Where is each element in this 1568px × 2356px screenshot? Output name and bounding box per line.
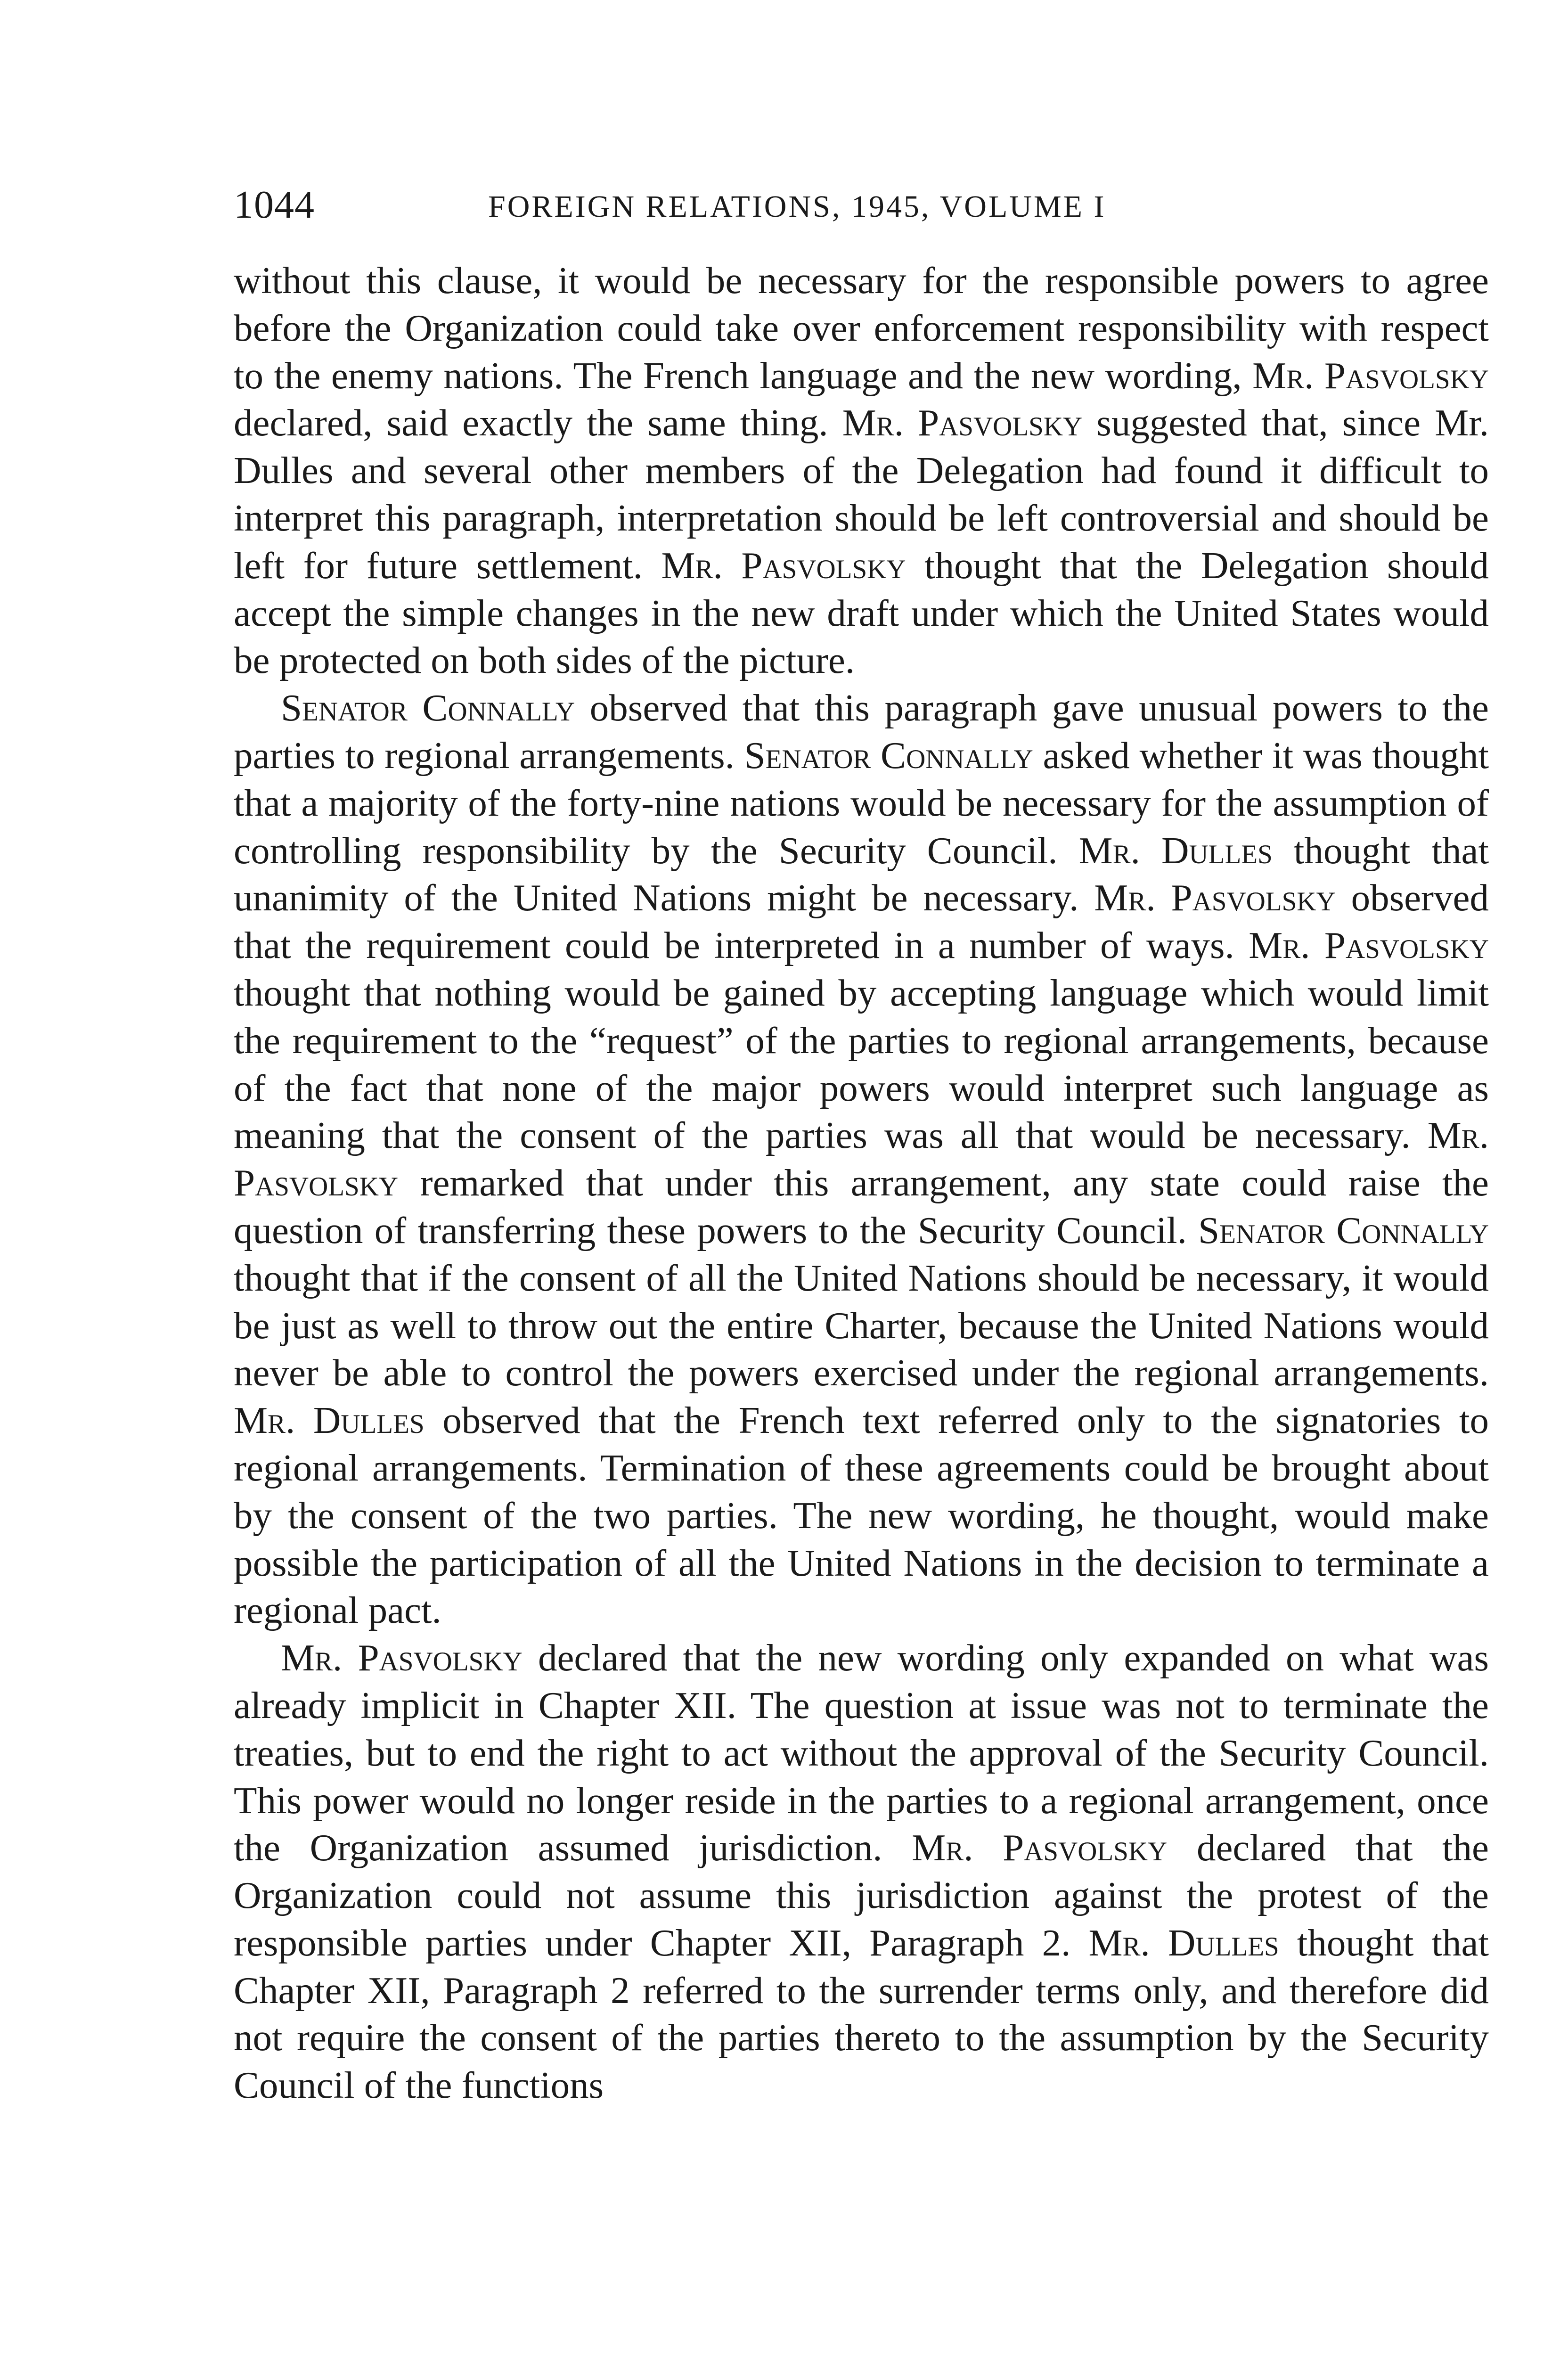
text-run: thought that if the consent of all the United Nations should be necessary, it would be just as well to throw out the entire Charter, because the United Nations would never be able to control the powers exercised under the regional arrangements. [234, 1256, 1489, 1394]
text-run: thought that Chapter XII, Paragraph 2 referred to the surrender terms only, and therefore did not require the consent of the parties thereto to the assumption by the Security Council of the functions [234, 1921, 1489, 2107]
speaker-name: Mr. Dulles [1088, 1921, 1279, 1964]
speaker-name: Mr. Pasvolsky [1252, 354, 1489, 397]
text-run: thought that nothing would be gained by accepting language which would limit the requirement to the “request” of the parties to regional arrangements, because of the fact that none of the major powers would interpret such language as meaning that the consent of the parties was all that would be necessary. [234, 971, 1489, 1157]
speaker-name: Mr. Pasvolsky [912, 1826, 1168, 1869]
text-run: observed that the requirement could be interpreted in a number of ways. [234, 876, 1489, 967]
speaker-name: Mr. Dulles [234, 1399, 425, 1442]
speaker-name: Mr. Pasvolsky [281, 1636, 523, 1679]
text-run: without this clause, it would be necessary for the responsible powers to agree before the Organization could take over enforcement responsibility with respect to the enemy nations. The French language and the new wording, [234, 259, 1489, 397]
text-run: asked whether it was thought that a majority of the forty-nine nations would be necessary for the assumption of controlling responsibility by the Security Council. [234, 734, 1489, 872]
text-run: suggested that, since Mr. Dulles and several other members of the Delegation had found it difficult to interpret this paragraph, interpretation should be left controversial and should be left for future settlement. [234, 401, 1489, 587]
text-run: thought that the Delegation should accept the simple changes in the new draft under which the United States would be protected on both sides of the picture. [234, 544, 1489, 682]
paragraph [234, 684, 1489, 1634]
paragraph [234, 257, 1489, 684]
speaker-name: Mr. Pasvolsky [1094, 876, 1336, 919]
text-run: declared that the new wording only expanded on what was already implicit in Chapter XII. The question at issue was not to terminate the treaties, but to end the right to act without the approval of the Security Council. This power would no longer reside in the parties to a regional arrangement, once the Organization assumed jurisdiction. [234, 1636, 1489, 1869]
text-run: declared, said exactly the same thing. [234, 401, 842, 444]
text-run: thought that unanimity of the United Nations might be necessary. [234, 829, 1489, 919]
text-run: declared that the Organization could not assume this jurisdiction against the protest of the responsible parties under Chapter XII, Paragraph 2. [234, 1826, 1489, 1964]
paragraph [234, 1634, 1489, 2109]
body-text [234, 257, 1489, 2109]
speaker-name: Mr. Pasvolsky [1249, 924, 1489, 967]
speaker-name: Senator Connally [1198, 1209, 1489, 1252]
running-head [234, 179, 1487, 236]
speaker-name: Mr. Pasvolsky [661, 544, 906, 587]
speaker-name: Senator Connally [744, 734, 1033, 777]
speaker-name: Mr. Dulles [1078, 829, 1273, 872]
page-number: 1044 [234, 183, 315, 227]
text-run: observed that this paragraph gave unusual powers to the parties to regional arrangements. [234, 687, 1489, 777]
speaker-name: Mr. Pasvolsky [842, 401, 1083, 444]
running-title: FOREIGN RELATIONS, 1945, VOLUME I [488, 189, 1106, 224]
speaker-name: Senator Connally [281, 687, 575, 729]
speaker-name: Mr. Pasvolsky [234, 1114, 1489, 1204]
text-run: observed that the French text referred only to the signatories to regional arrangements. Termination of these agreements could be brought about by the consent of the two parties. The new wording, he thought, would make possible the participation of all the United Nations in the decision to terminate a regional pact. [234, 1399, 1489, 1632]
text-run: remarked that under this arrangement, any state could raise the question of transferring these powers to the Security Council. [234, 1162, 1489, 1252]
